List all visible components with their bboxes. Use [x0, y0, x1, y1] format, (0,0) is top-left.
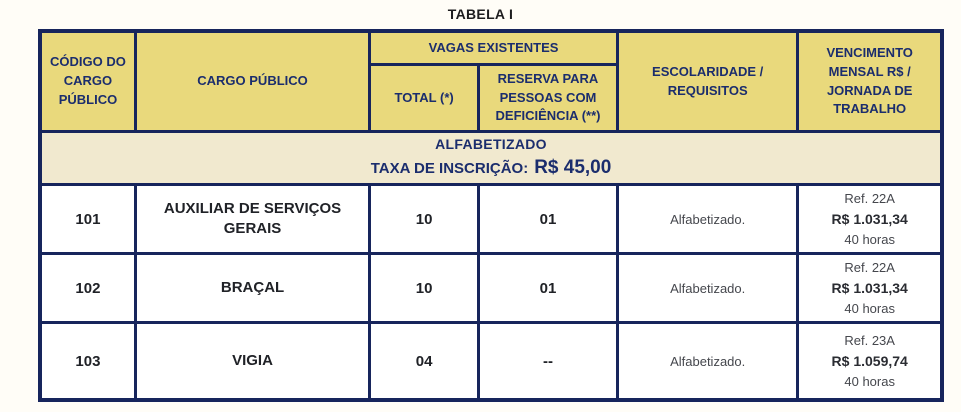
cell-codigo: 101	[40, 185, 135, 254]
col-header-cargo: CARGO PÚBLICO	[135, 31, 369, 132]
col-header-vagas-group: VAGAS EXISTENTES	[370, 31, 618, 65]
cell-reserva: 01	[479, 254, 618, 323]
referencia-line: Ref. 22A	[844, 191, 895, 207]
jornada-line: 40 horas	[844, 373, 895, 389]
col-header-total: TOTAL (*)	[370, 65, 479, 132]
referencia-line: Ref. 22A	[844, 260, 895, 276]
cell-cargo: VIGIA	[135, 323, 369, 401]
section-band	[40, 132, 942, 185]
cell-reserva: 01	[479, 185, 618, 254]
table-row-103	[40, 323, 942, 401]
band-fee-line	[46, 155, 936, 182]
jornada-line: 40 horas	[844, 300, 895, 316]
cell-codigo: 103	[40, 323, 135, 401]
salary-line: R$ 1.031,34	[831, 210, 908, 227]
table-row-102	[40, 254, 942, 323]
cell-cargo: AUXILIAR DE SERVIÇOS GERAIS	[135, 185, 369, 254]
cell-total: 10	[370, 254, 479, 323]
cell-escolaridade: Alfabetizado.	[617, 185, 797, 254]
cell-total: 04	[370, 323, 479, 401]
cell-total: 10	[370, 185, 479, 254]
band-fee-label: TAXA DE INSCRIÇÃO:	[370, 159, 529, 177]
cell-escolaridade: Alfabetizado.	[617, 323, 797, 401]
col-header-codigo: CÓDIGO DO CARGO PÚBLICO	[40, 31, 135, 132]
table-row-101	[40, 185, 942, 254]
cell-vencimento	[798, 185, 942, 254]
cell-cargo: BRAÇAL	[135, 254, 369, 323]
col-header-escolaridade: ESCOLARIDADE / REQUISITOS	[617, 31, 797, 132]
cell-escolaridade: Alfabetizado.	[617, 254, 797, 323]
cell-codigo: 102	[40, 254, 135, 323]
vacancies-table	[38, 29, 944, 402]
jornada-line: 40 horas	[844, 231, 895, 247]
band-education-level: ALFABETIZADO	[435, 136, 547, 152]
salary-line: R$ 1.031,34	[831, 279, 908, 296]
referencia-line: Ref. 23A	[844, 333, 895, 349]
cell-vencimento	[798, 323, 942, 401]
band-fee-value: R$ 45,00	[534, 156, 612, 178]
page-title: TABELA I	[447, 6, 514, 22]
cell-vencimento	[798, 254, 942, 323]
salary-line: R$ 1.059,74	[831, 352, 908, 369]
col-header-reserva: RESERVA PARA PESSOAS COM DEFICIÊNCIA (**)	[479, 65, 618, 132]
col-header-vencimento: VENCIMENTO MENSAL R$ / JORNADA DE TRABALHO	[798, 31, 942, 132]
cell-reserva: --	[479, 323, 618, 401]
